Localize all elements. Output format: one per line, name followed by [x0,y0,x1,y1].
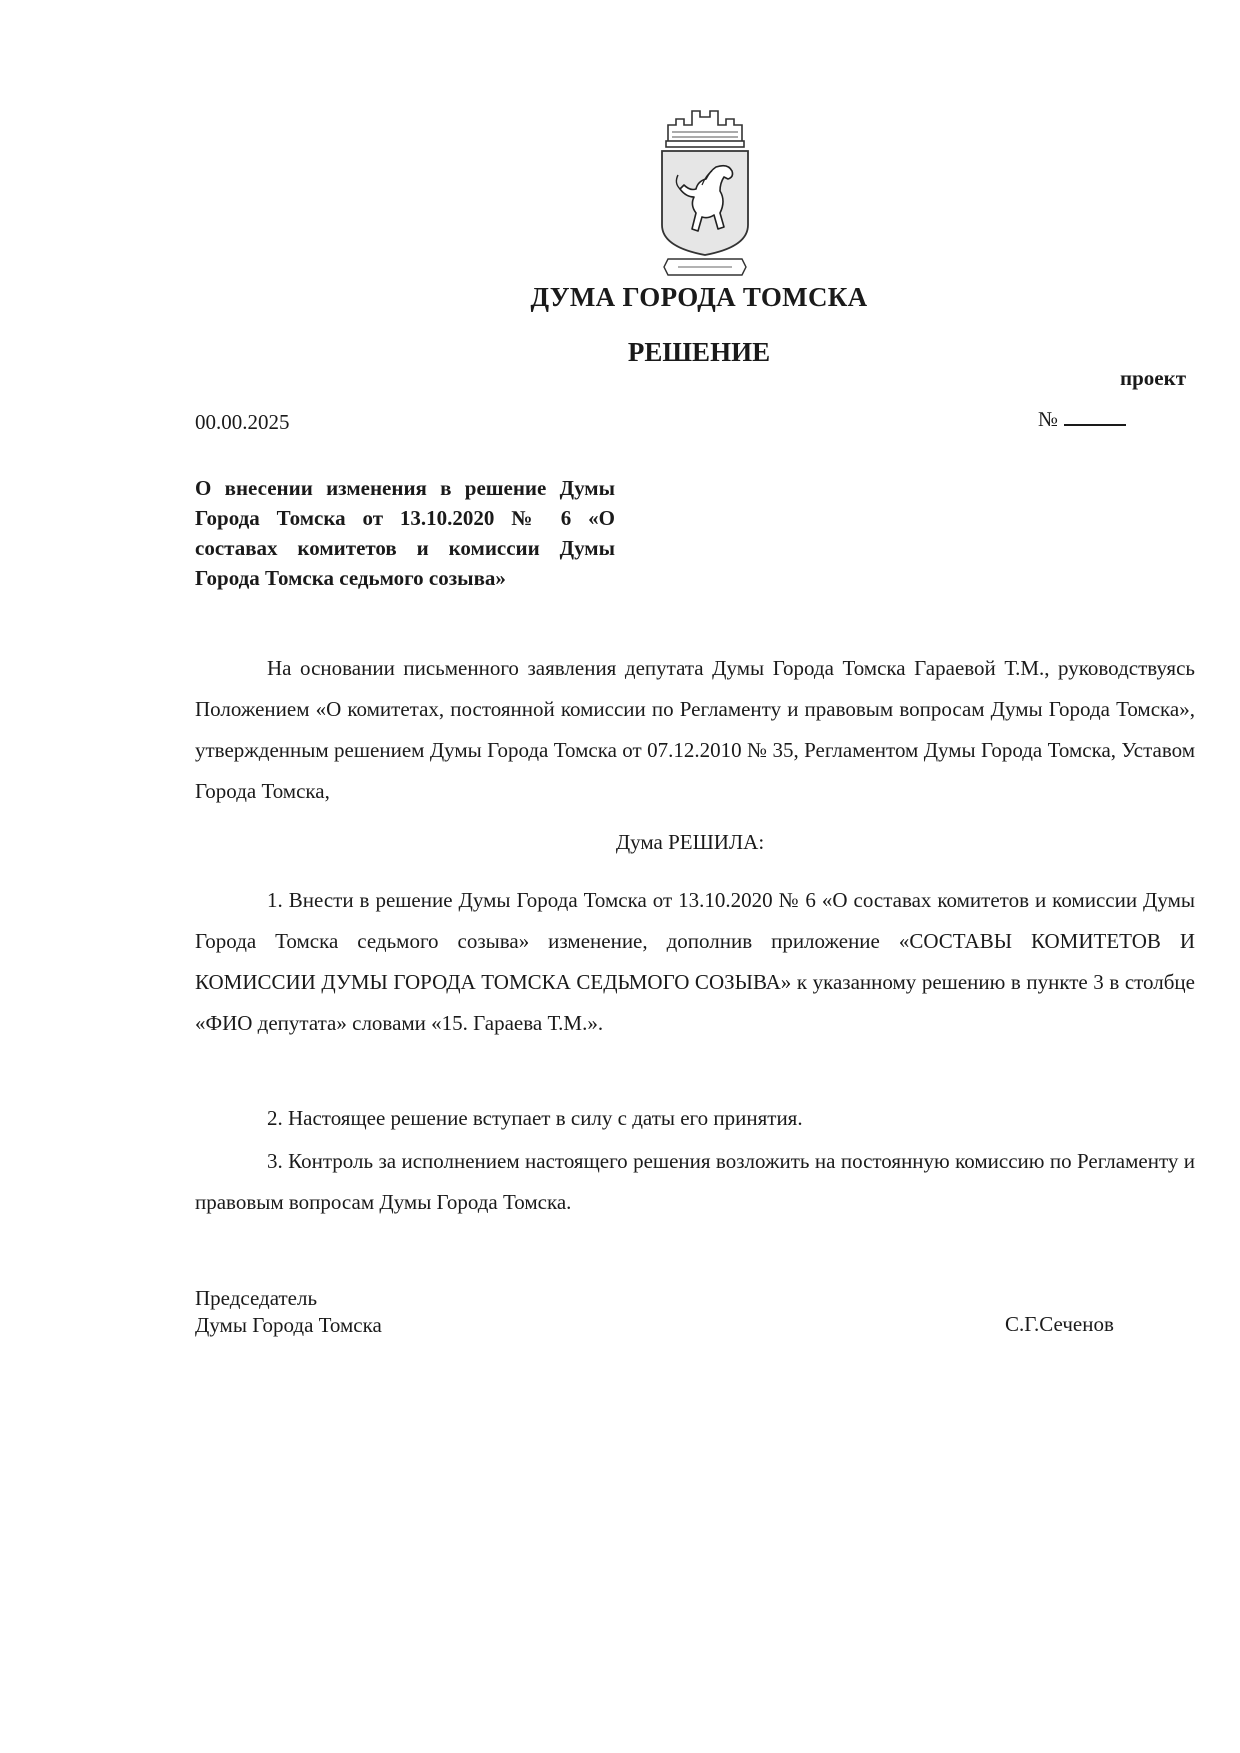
document-type: РЕШЕНИЕ [627,337,771,367]
decided-label: Дума РЕШИЛА: [615,830,765,854]
signatory-name: С.Г.Сеченов [1005,1312,1114,1336]
number-label: № [1038,407,1059,431]
signatory-position-line1: Председатель [195,1286,318,1310]
signatory-position [195,1285,382,1339]
draft-mark: проект [1120,366,1187,390]
document-date: 00.00.2025 [195,410,290,434]
organization-title: ДУМА ГОРОДА ТОМСКА [530,282,868,312]
decision-point-3: 3. Контроль за исполнением настоящего решения возложить на постоянную комиссию по Регламенту и правовым вопросам Думы Города Томска. [195,1149,1195,1214]
decision-point-1: 1. Внести в решение Думы Города Томска от 13.10.2020 № 6 «О составах комитетов и комиссии Думы Города Томска седьмого созыва» изменение, дополнив приложение «СОСТАВЫ КОМИТЕТОВ И КОМИССИИ ДУМЫ ГОРОДА ТОМСКА СЕДЬМОГО СОЗЫВА» к указанному решению в пункте 3 в столбце «ФИО депутата» словами «15. Гараева Т.М.». [195,888,1195,1035]
preamble-paragraph: На основании письменного заявления депутата Думы Города Томска Гараевой Т.М., руководствуясь Положением «О комитетах, постоянной комиссии по Регламенту и правовым вопросам Думы Города Томска», утвержденным решением Думы Города Томска от 07.12.2010 № 35, Регламентом Думы Города Томска, Уставом Города Томска, [195,656,1195,803]
number-blank [1064,406,1126,426]
document-title: О внесении изменения в решение Думы Города Томска от 13.10.2020 № 6 «О составах комитетов и комиссии Думы Города Томска седьмого созыва» [195,476,615,590]
decision-point-2: 2. Настоящее решение вступает в силу с даты его принятия. [267,1106,803,1130]
signatory-position-line2: Думы Города Томска [195,1313,382,1337]
city-coat-of-arms [650,105,760,280]
document-number [1038,406,1126,432]
